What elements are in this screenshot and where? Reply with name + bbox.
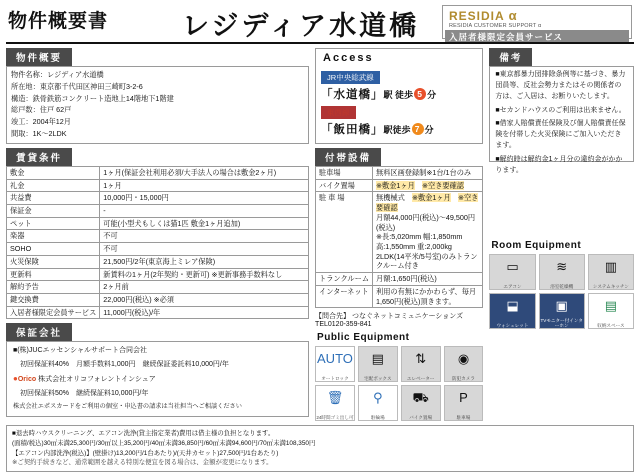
rent-value: 22,000円(税込) ※必須 bbox=[100, 293, 309, 306]
table-row bbox=[7, 204, 309, 217]
equipment-caption: 防犯カメラ bbox=[451, 376, 475, 382]
air-conditioner-icon bbox=[489, 254, 535, 290]
elevator-icon-glyph: ⇅ bbox=[415, 351, 427, 367]
equipment-caption: 駐車場 bbox=[456, 415, 471, 421]
rent-key: 共益費 bbox=[7, 192, 100, 205]
right-column bbox=[489, 48, 634, 421]
access-minutes-badge: 7 bbox=[412, 123, 424, 135]
table-row bbox=[316, 167, 483, 180]
elevator-icon bbox=[401, 346, 441, 382]
rent-value: 1ヶ月(保証会社利用必須/大手法人の場合は敷金2ヶ月) bbox=[100, 166, 309, 179]
document-header bbox=[6, 4, 634, 44]
system-kitchen-icon-glyph: ▥ bbox=[604, 259, 618, 274]
rent-value: 2ヶ月前 bbox=[100, 281, 309, 294]
residia-logo bbox=[442, 5, 632, 42]
outline-value: 1K～2LDK bbox=[32, 128, 67, 138]
air-conditioner-icon-glyph: ▭ bbox=[506, 259, 519, 274]
main-columns bbox=[6, 48, 634, 421]
auto-lock-icon-glyph: AUTO bbox=[317, 351, 353, 367]
rent-key: 入居者様限定会員サービス bbox=[7, 306, 100, 319]
room-equipment-title: Room Equipment bbox=[491, 240, 582, 251]
guarantee-box bbox=[6, 341, 309, 417]
equipment-caption: 駐輪場 bbox=[370, 415, 385, 421]
rent-key: 解約予告 bbox=[7, 281, 100, 294]
rent-table bbox=[6, 166, 309, 320]
logo-brand: RESIDIA α bbox=[449, 8, 518, 23]
access-station: 「水道橋」駅 徒歩 5 分 bbox=[321, 89, 437, 101]
alpha-mark: α bbox=[508, 8, 518, 23]
equipment-caption: TVモニター付インターホン bbox=[540, 317, 583, 328]
footer-note: ※ご契約手続きなど、通常範囲を越える特別な便宜を図る場合は、金額が変更になります。 bbox=[12, 459, 273, 467]
outline-value: 2004年12月 bbox=[32, 117, 71, 127]
storage-icon bbox=[588, 293, 634, 329]
equipment-caption: オートロック bbox=[321, 376, 349, 382]
rent-value: 不可 bbox=[100, 243, 309, 256]
facility-key: インターネット bbox=[316, 285, 373, 307]
property-name-title: レジディア水道橋 bbox=[182, 11, 420, 41]
washlet-icon bbox=[489, 293, 535, 329]
tv-intercom-icon-glyph: ▣ bbox=[555, 298, 568, 313]
table-row bbox=[7, 166, 309, 179]
notes-section-title: 備考 bbox=[489, 48, 532, 66]
tv-intercom-icon bbox=[539, 293, 585, 329]
table-row bbox=[7, 268, 309, 281]
rent-value: 不可 bbox=[100, 230, 309, 243]
trash-room-icon bbox=[315, 385, 355, 421]
trash-room-icon-glyph: 🗑 bbox=[326, 390, 344, 406]
left-column bbox=[6, 48, 309, 421]
footer-note: (面積/税込)30㎡未満25,300円/30㎡以上35,200円/40㎡未満36,850円/60㎡未満94,600円/70㎡未満108,350円 bbox=[12, 439, 316, 447]
footer-notes bbox=[6, 425, 634, 471]
equipment-caption: エレベーター bbox=[406, 376, 435, 382]
bicycle-parking-icon bbox=[358, 385, 398, 421]
equipment-caption: エアコン bbox=[503, 283, 522, 289]
facility-key: 駐車場 bbox=[316, 167, 373, 180]
bath-dryer-icon-glyph: ≋ bbox=[556, 259, 568, 274]
outline-key: 竣工： bbox=[11, 117, 33, 127]
access-title: Access bbox=[323, 52, 374, 64]
rent-key: ペット bbox=[7, 217, 100, 230]
facility-value: 利用の有無にかかわらず、毎月1,650円(税込)頂きます。 bbox=[373, 285, 483, 307]
facilities-table bbox=[315, 166, 483, 308]
note-item: ■解約時は解約金1ヶ月分の違約金がかかります。 bbox=[495, 155, 623, 174]
table-row bbox=[7, 230, 309, 243]
table-row bbox=[7, 243, 309, 256]
outline-section-title: 物件概要 bbox=[6, 48, 72, 66]
rent-value: 21,500円/2年(東京海上ミレア保険) bbox=[100, 255, 309, 268]
access-line bbox=[321, 102, 477, 137]
rent-value: 1ヶ月 bbox=[100, 179, 309, 192]
parking-icon bbox=[444, 385, 484, 421]
facility-value: 無機械式 ※敷金1ヶ月 ※空き要確認 月額44,000円(税込)～49,500円(税込) ※長:5,020mm 幅:1,850mm 高:1,550mm 重:2,000kg 2LDK(14平米/5号室)のみトランクルーム付き bbox=[373, 192, 483, 273]
rent-key: 保証金 bbox=[7, 204, 100, 217]
access-line-name: 東西線 bbox=[321, 106, 356, 119]
access-line bbox=[321, 67, 477, 102]
middle-column bbox=[315, 48, 483, 421]
equipment-caption: 宅配ボックス bbox=[364, 376, 392, 382]
facility-key: トランクルーム bbox=[316, 273, 373, 286]
rent-key: 更新料 bbox=[7, 268, 100, 281]
public-equipment-title: Public Equipment bbox=[317, 332, 410, 344]
equipment-caption: ウォシュレット bbox=[496, 322, 529, 328]
logo-sub: RESIDIA CUSTOMER SUPPORT α bbox=[449, 23, 542, 29]
outline-row bbox=[11, 129, 304, 140]
facility-key: 駐 車 場 bbox=[316, 192, 373, 273]
outline-value: 住戸 62戸 bbox=[39, 105, 72, 115]
facility-value: 月額:1,650円(税込) bbox=[373, 273, 483, 286]
access-minutes-badge: 5 bbox=[414, 88, 426, 100]
equipment-caption: 浴室乾燥機 bbox=[550, 283, 574, 289]
outline-row bbox=[11, 117, 304, 128]
washlet-icon-glyph: ⬓ bbox=[506, 298, 519, 313]
outline-value: レジディア水道橋 bbox=[46, 70, 104, 79]
table-row bbox=[316, 285, 483, 307]
equipment-caption: システムキッチン bbox=[592, 283, 629, 289]
note-item: ■東京都暴力団排除条例等に基づき、暴力団員等、反社会勢力またはその関係者の方は、ご入居は、お断りいたします。 bbox=[495, 71, 626, 100]
bicycle-parking-icon-glyph: ⚲ bbox=[373, 390, 383, 406]
rent-value: 11,000円(税込)/年 bbox=[100, 306, 309, 319]
logo-badge: 入居者様限定会員サービス bbox=[445, 30, 629, 44]
rent-key: 鍵交換費 bbox=[7, 293, 100, 306]
table-row bbox=[7, 281, 309, 294]
table-row bbox=[316, 179, 483, 192]
outline-value: 鉄骨鉄筋コンクリート造地上14階地下1階建 bbox=[32, 93, 174, 103]
system-kitchen-icon bbox=[588, 254, 634, 290]
rent-value: - bbox=[100, 204, 309, 217]
outline-row bbox=[11, 105, 304, 116]
room-equipment-grid bbox=[489, 254, 634, 329]
guarantee-footer: 株式会社エポスカードをご利用の個室・申込書の請求は当社担当へご相談ください bbox=[13, 403, 242, 411]
facilities-contact: 【問合先】 つなぐネットコミュニケーションズ TEL0120-359-841 bbox=[315, 313, 471, 329]
table-row bbox=[7, 217, 309, 230]
outline-key: 所在地： bbox=[11, 81, 40, 91]
table-row bbox=[316, 192, 483, 273]
guarantee-row: ■(株)JUCエッセンシャルサポート合同会社 bbox=[13, 347, 148, 355]
facility-value: 無料区画登録制※1台/1台のみ bbox=[373, 167, 483, 180]
bike-parking-icon-glyph: ⛟ bbox=[412, 390, 429, 406]
footer-note: ■退去時ハウスクリーニング、エアコン洗浄(貸主指定業者)費用は借主様の負担となります。 bbox=[12, 430, 275, 438]
table-row bbox=[7, 192, 309, 205]
guarantee-row: ●Orico 株式会社オリコフォレントインシュア bbox=[13, 374, 156, 384]
security-camera-icon-glyph: ◉ bbox=[457, 351, 470, 367]
rent-key: 火災保険 bbox=[7, 255, 100, 268]
equipment-caption: 24時間ゴミ出し可 bbox=[316, 415, 354, 421]
rent-key: 楽器 bbox=[7, 230, 100, 243]
page-title: 物件概要書 bbox=[8, 11, 109, 32]
facility-value: ※敷金1ヶ月 ※空き要確認 bbox=[373, 179, 483, 192]
outline-row bbox=[11, 70, 304, 81]
outline-key: 物件名称： bbox=[11, 70, 47, 79]
auto-lock-icon bbox=[315, 346, 355, 382]
guarantee-row: 初回保証料40% 月額手数料1,000円 継続保証委託料10,000円/年 bbox=[13, 360, 229, 368]
facility-key: バイク置場 bbox=[316, 179, 373, 192]
equipment-caption: バイク置場 bbox=[409, 415, 433, 421]
equipment-caption: 収納スペース bbox=[597, 322, 625, 328]
facilities-section-title: 付帯設備 bbox=[315, 148, 381, 166]
outline-key: 間取： bbox=[11, 128, 33, 138]
rent-value: 10,000円・15,000円 bbox=[100, 192, 309, 205]
rent-section-title: 賃貸条件 bbox=[6, 148, 72, 166]
guarantee-section-title: 保証会社 bbox=[6, 323, 72, 341]
parking-icon-glyph: P bbox=[459, 390, 468, 406]
outline-key: 構造： bbox=[11, 93, 33, 103]
delivery-box-icon bbox=[358, 346, 398, 382]
outline-value: 東京都千代田区神田三崎町3-2-6 bbox=[39, 81, 143, 91]
rent-value: 新賃料の1ヶ月(2年契約・更新可) ※更新事務手数料なし bbox=[100, 268, 309, 281]
notes-box bbox=[489, 66, 634, 174]
bath-dryer-icon bbox=[539, 254, 585, 290]
outline-list bbox=[6, 66, 309, 144]
footer-note: 【エアコン内部洗浄(税込)】(壁掛け)13,200円/1台あたり)/(天井カセット)27,500円/1台あたり) bbox=[12, 449, 279, 457]
table-row bbox=[7, 179, 309, 192]
table-row bbox=[7, 306, 309, 319]
header-divider bbox=[6, 42, 634, 44]
rent-key: SOHO bbox=[7, 243, 100, 256]
guarantee-row: 初回保証料50% 継続保証料10,000円/年 bbox=[13, 389, 149, 397]
access-station: 「飯田橋」駅徒歩 7 分 bbox=[321, 124, 434, 136]
table-row bbox=[7, 255, 309, 268]
note-item: ■セカンドハウスのご利用は出来ません。 bbox=[495, 106, 626, 114]
table-row bbox=[316, 273, 483, 286]
storage-icon-glyph: ▤ bbox=[604, 298, 618, 313]
bike-parking-icon bbox=[401, 385, 441, 421]
access-lines bbox=[321, 67, 477, 137]
public-equipment-grid bbox=[315, 346, 483, 421]
outline-key: 総戸数： bbox=[11, 105, 40, 115]
delivery-box-icon-glyph: ▤ bbox=[371, 351, 384, 367]
rent-value: 可能(小型犬もしくは猫1匹 敷金1ヶ月追加) bbox=[100, 217, 309, 230]
outline-row bbox=[11, 82, 304, 93]
security-camera-icon bbox=[444, 346, 484, 382]
rent-key: 敷金 bbox=[7, 166, 100, 179]
access-line-name: JR中央総武線 bbox=[321, 71, 380, 84]
table-row bbox=[7, 293, 309, 306]
note-item: ■借家人賠償責任保険及び個人賠償責任保険を付帯した火災保険にご加入いただきます。 bbox=[495, 120, 626, 150]
outline-row bbox=[11, 94, 304, 105]
rent-key: 礼金 bbox=[7, 179, 100, 192]
access-box bbox=[315, 48, 483, 144]
